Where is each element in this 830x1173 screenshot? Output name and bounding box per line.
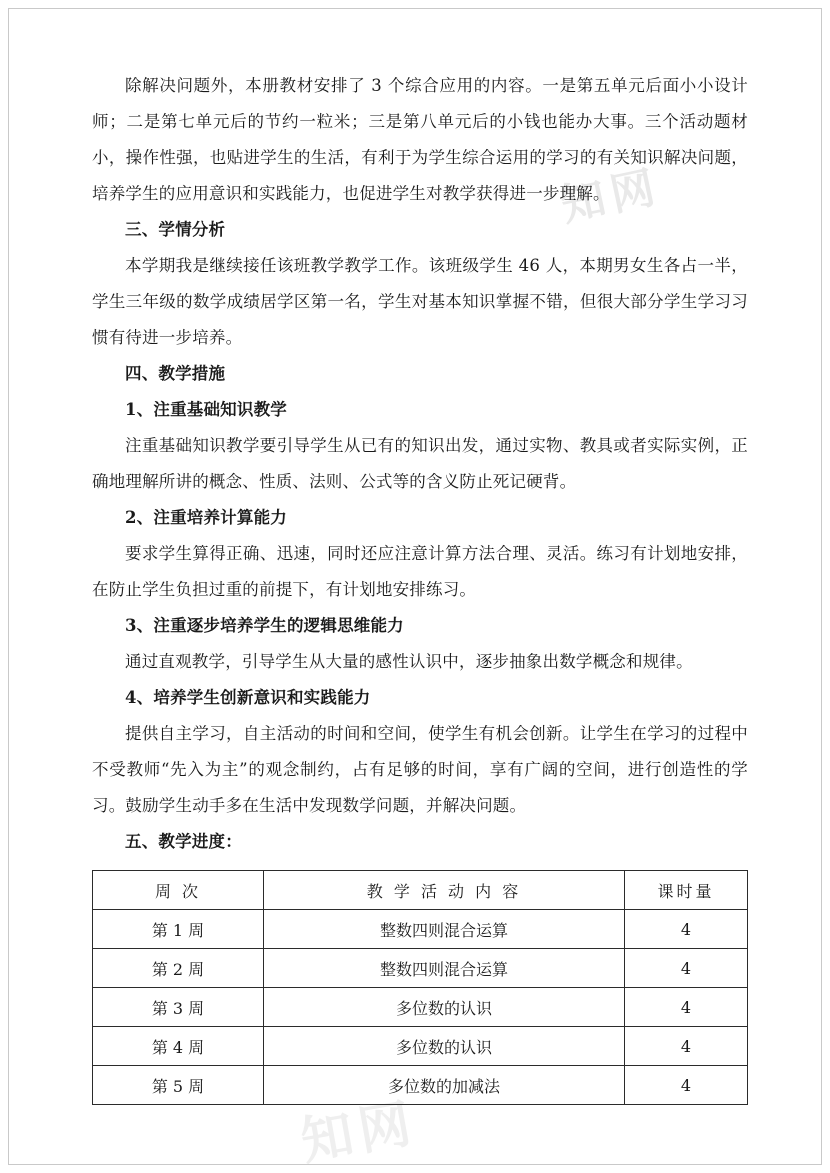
cell-week: 第 4 周 — [93, 1027, 264, 1066]
paragraph: 注重基础知识教学要引导学生从已有的知识出发，通过实物、教具或者实际实例，正确地理解所讲的概念、性质、法则、公式等的含义防止死记硬背。 — [92, 436, 748, 491]
table-row — [93, 910, 748, 949]
column-header-week: 周 次 — [93, 871, 264, 910]
column-header-content: 教 学 活 动 内 容 — [264, 871, 625, 910]
paragraph: 提供自主学习，自主活动的时间和空间，使学生有机会创新。让学生在学习的过程中不受教师“先入为主”的观念制约，占有足够的时间，享有广阔的空间，进行创造性的学习。鼓励学生动手多在生活中发现数学问题，并解决问题。 — [92, 724, 748, 815]
cell-content: 多位数的加减法 — [264, 1066, 625, 1105]
table-header-row — [93, 871, 748, 910]
paragraph: 要求学生算得正确、迅速，同时还应注意计算方法合理、灵活。练习有计划地安排，在防止学生负担过重的前提下，有计划地安排练习。 — [92, 544, 748, 599]
cell-content: 多位数的认识 — [264, 988, 625, 1027]
cell-hours: 4 — [625, 988, 748, 1027]
cell-hours: 4 — [625, 949, 748, 988]
subsection-heading: 1、注重基础知识教学 — [125, 400, 287, 419]
table-row — [93, 949, 748, 988]
document-body — [92, 68, 748, 1105]
paragraph: 除解决问题外，本册教材安排了 3 个综合应用的内容。一是第五单元后面小小设计师；二是第七单元后的节约一粒米；三是第八单元后的小钱也能办大事。三个活动题材小，操作性强，也贴进学生的生活，有利于为学生综合运用的学习的有关知识解决问题，培养学生的应用意识和实践能力，也促进学生对教学获得进一步理解。 — [92, 76, 748, 203]
column-header-hours: 课时量 — [625, 871, 748, 910]
cell-week: 第 1 周 — [93, 910, 264, 949]
table-row — [93, 1066, 748, 1105]
cell-content: 整数四则混合运算 — [264, 949, 625, 988]
cell-hours: 4 — [625, 910, 748, 949]
subsection-heading: 4、培养学生创新意识和实践能力 — [125, 688, 371, 707]
subsection-heading: 2、注重培养计算能力 — [125, 508, 287, 527]
watermark-bottom: 知网 — [296, 1093, 422, 1173]
paragraph: 通过直观教学，引导学生从大量的感性认识中，逐步抽象出数学概念和规律。 — [125, 652, 693, 671]
cell-hours: 4 — [625, 1066, 748, 1105]
cell-week: 第 3 周 — [93, 988, 264, 1027]
cell-content: 整数四则混合运算 — [264, 910, 625, 949]
table-row — [93, 1027, 748, 1066]
section-heading: 三、学情分析 — [125, 220, 226, 239]
table-row — [93, 988, 748, 1027]
watermark-top: 知网 — [556, 161, 666, 232]
cell-content: 多位数的认识 — [264, 1027, 625, 1066]
section-heading: 五、教学进度： — [125, 832, 242, 851]
subsection-heading: 3、注重逐步培养学生的逻辑思维能力 — [125, 616, 404, 635]
cell-hours: 4 — [625, 1027, 748, 1066]
teaching-schedule-table — [92, 870, 748, 1105]
cell-week: 第 2 周 — [93, 949, 264, 988]
section-heading: 四、教学措施 — [125, 364, 226, 383]
paragraph: 本学期我是继续接任该班教学教学工作。该班级学生 46 人，本期男女生各占一半，学生三年级的数学成绩居学区第一名，学生对基本知识掌握不错，但很大部分学生学习习惯有待进一步培养。 — [92, 256, 748, 347]
cell-week: 第 5 周 — [93, 1066, 264, 1105]
